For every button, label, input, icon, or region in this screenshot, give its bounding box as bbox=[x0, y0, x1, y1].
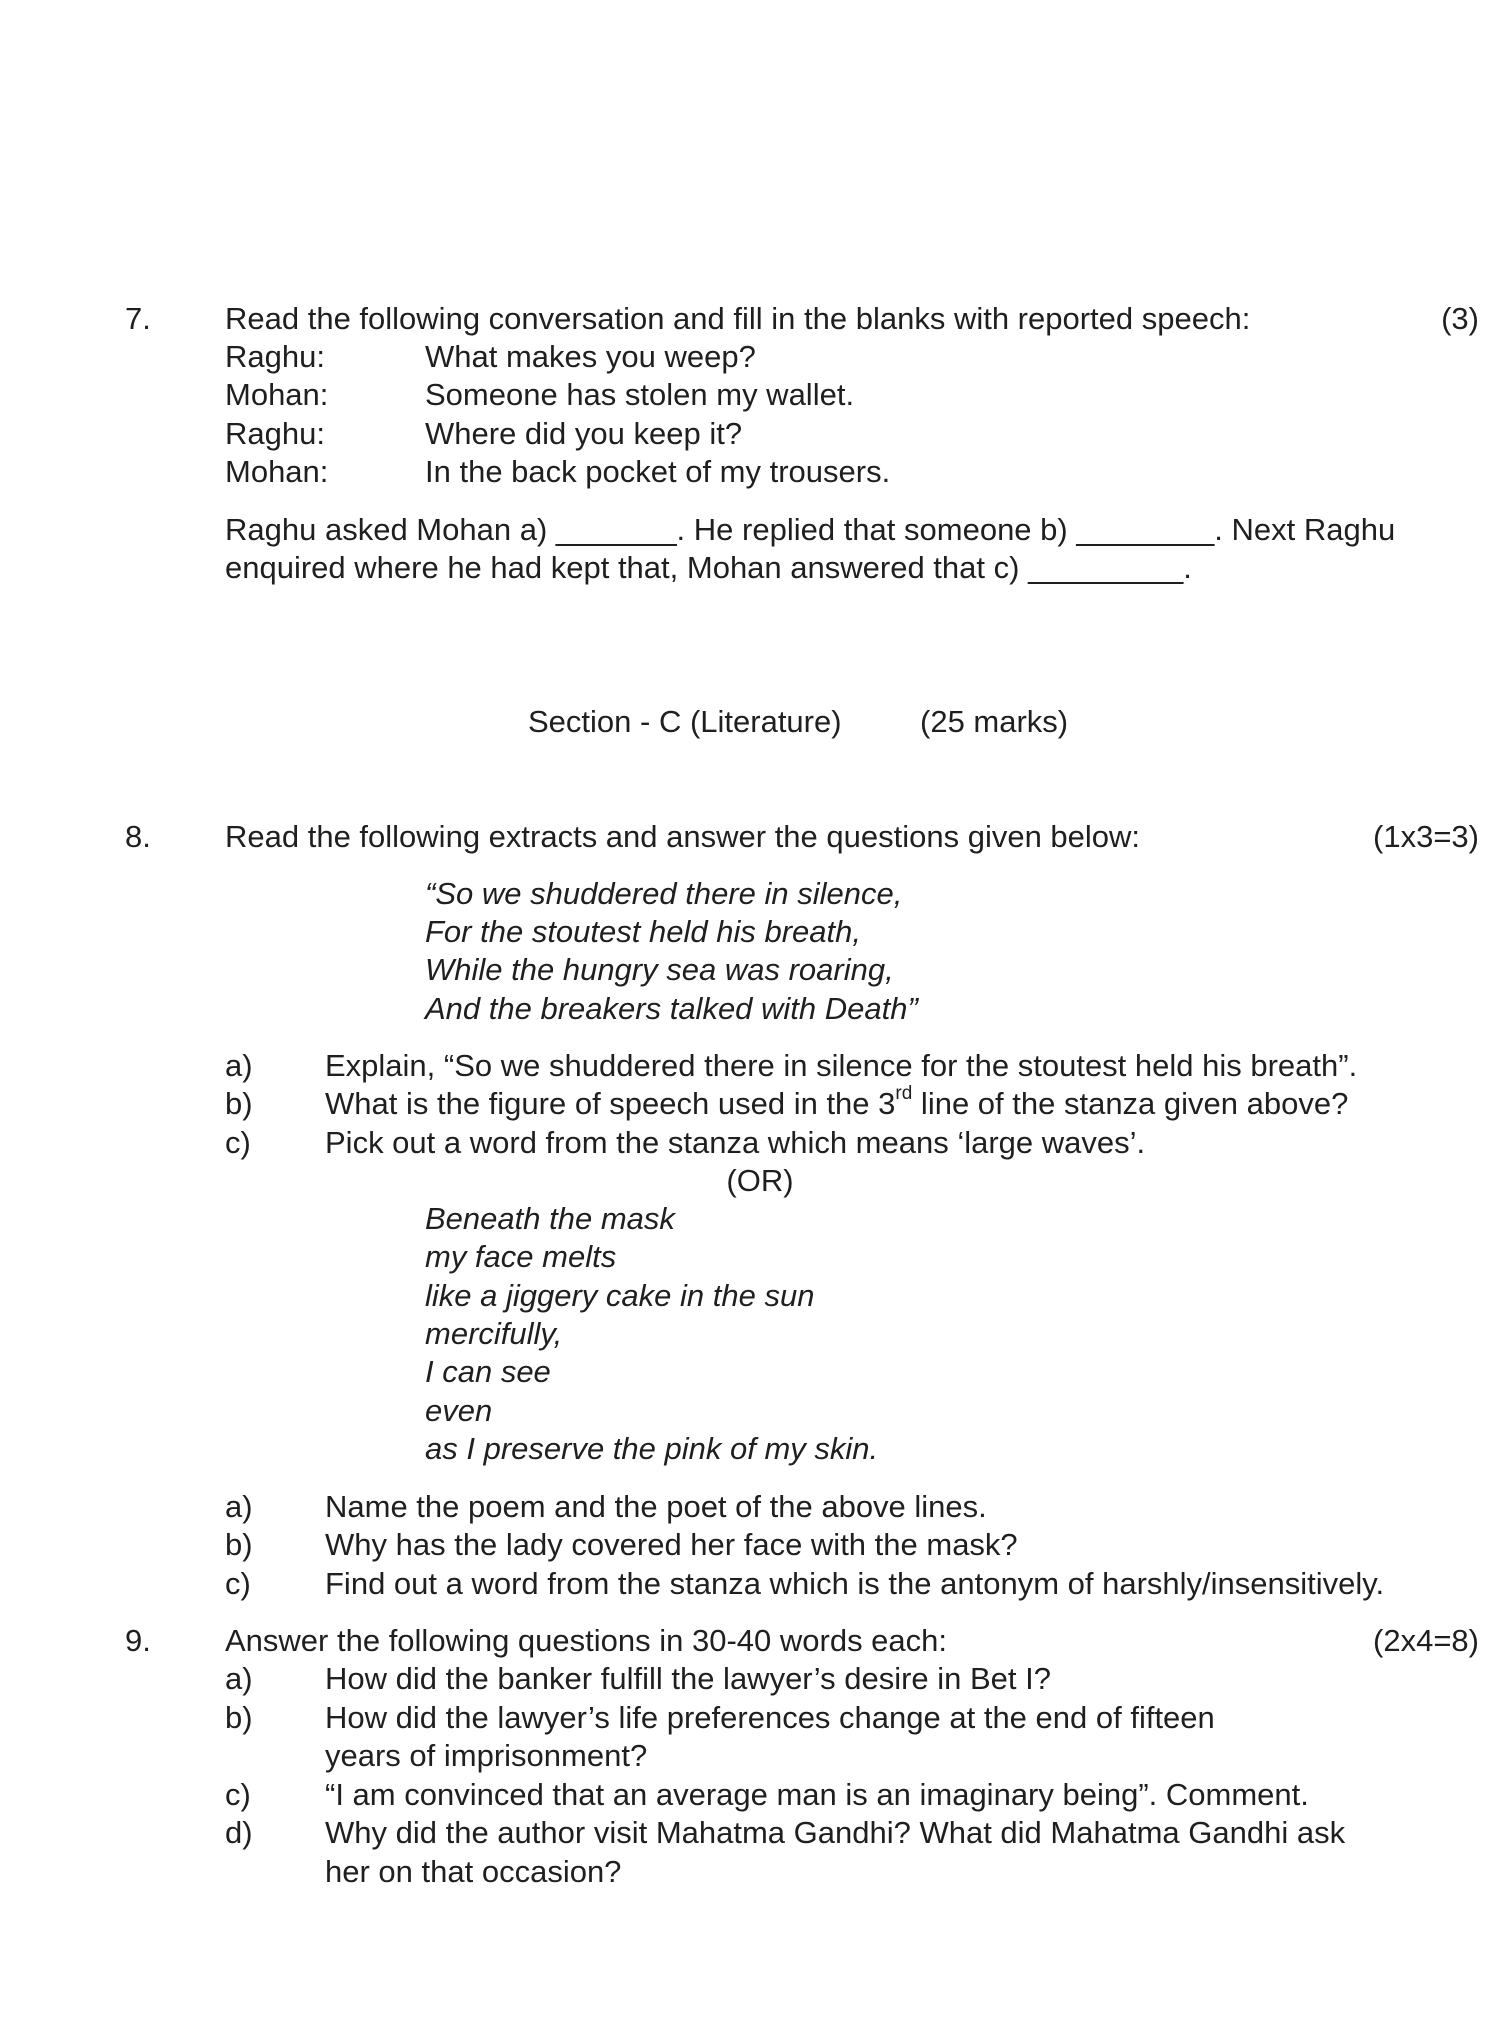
question-7-number: 7. bbox=[125, 301, 151, 336]
sub-question-text: Name the poem and the poet of the above lines. bbox=[325, 1489, 987, 1524]
extract-1-line: For the stoutest held his breath, bbox=[425, 914, 861, 949]
sub-question-text: Find out a word from the stanza which is the antonym of harshly/insensitively. bbox=[325, 1566, 1385, 1601]
sub-question-label: c) bbox=[225, 1777, 251, 1812]
question-8-number: 8. bbox=[125, 819, 151, 854]
sub-question-text: Why did the author visit Mahatma Gandhi? What did Mahatma Gandhi ask bbox=[325, 1815, 1346, 1850]
question-9-prompt: Answer the following questions in 30-40 words each: bbox=[225, 1623, 948, 1658]
section-c-marks: (25 marks) bbox=[920, 704, 1069, 739]
section-c-title: Section - C (Literature) bbox=[528, 704, 842, 739]
sub-question-label: a) bbox=[225, 1489, 253, 1524]
dialogue-line: What makes you weep? bbox=[425, 339, 756, 374]
sub-question-label: b) bbox=[225, 1700, 253, 1735]
dialogue-speaker: Mohan: bbox=[225, 454, 329, 489]
sub-question-label: c) bbox=[225, 1125, 251, 1160]
extract-2-line: mercifully, bbox=[425, 1316, 563, 1351]
sub-question-text: How did the lawyer’s life preferences change at the end of fifteen bbox=[325, 1700, 1215, 1735]
extract-2-line: as I preserve the pink of my skin. bbox=[425, 1431, 879, 1466]
question-9-marks: (2x4=8) bbox=[1373, 1623, 1479, 1658]
question-8-marks: (1x3=3) bbox=[1373, 819, 1479, 854]
extract-2-line: I can see bbox=[425, 1354, 551, 1389]
extract-2-line: like a jiggery cake in the sun bbox=[425, 1278, 815, 1313]
sub-question-text: Pick out a word from the stanza which means ‘large waves’. bbox=[325, 1125, 1146, 1160]
sub-question-label: c) bbox=[225, 1566, 251, 1601]
sub-question-text-continued: years of imprisonment? bbox=[325, 1738, 648, 1773]
sub-question-text: How did the banker fulfill the lawyer’s desire in Bet I? bbox=[325, 1661, 1052, 1696]
extract-1-line: While the hungry sea was roaring, bbox=[425, 952, 894, 987]
dialogue-line: In the back pocket of my trousers. bbox=[425, 454, 891, 489]
sub-question-label: d) bbox=[225, 1815, 253, 1850]
dialogue-speaker: Mohan: bbox=[225, 377, 329, 412]
sub-question-text: What is the figure of speech used in the 3rd line of the stanza given above? bbox=[325, 1082, 1349, 1121]
sub-question-text: “I am convinced that an average man is an imaginary being”. Comment. bbox=[325, 1777, 1309, 1812]
extract-2-line: Beneath the mask bbox=[425, 1201, 675, 1236]
sub-question-label: a) bbox=[225, 1661, 253, 1696]
dialogue-speaker: Raghu: bbox=[225, 416, 325, 451]
sub-question-text: Explain, “So we shuddered there in silence for the stoutest held his breath”. bbox=[325, 1048, 1358, 1083]
extract-2-line: my face melts bbox=[425, 1239, 617, 1274]
question-7-marks: (3) bbox=[1441, 301, 1479, 336]
dialogue-speaker: Raghu: bbox=[225, 339, 325, 374]
question-9-number: 9. bbox=[125, 1623, 151, 1658]
sub-question-label: b) bbox=[225, 1527, 253, 1562]
dialogue-line: Someone has stolen my wallet. bbox=[425, 377, 855, 412]
question-8-prompt: Read the following extracts and answer the questions given below: bbox=[225, 819, 1141, 854]
extract-1-line: “So we shuddered there in silence, bbox=[425, 876, 903, 911]
sub-question-text: Why has the lady covered her face with the mask? bbox=[325, 1527, 1018, 1562]
extract-2-line: even bbox=[425, 1393, 493, 1428]
question-7-prompt: Read the following conversation and fill in the blanks with reported speech: bbox=[225, 301, 1251, 336]
sub-question-label: b) bbox=[225, 1086, 253, 1121]
or-separator: (OR) bbox=[726, 1163, 794, 1198]
question-7-passage-line: enquired where he had kept that, Mohan answered that c) _________. bbox=[225, 550, 1192, 585]
question-7-passage-line: Raghu asked Mohan a) _______. He replied that someone b) ________. Next Raghu bbox=[225, 512, 1396, 547]
sub-question-label: a) bbox=[225, 1048, 253, 1083]
dialogue-line: Where did you keep it? bbox=[425, 416, 743, 451]
sub-question-text-continued: her on that occasion? bbox=[325, 1854, 622, 1889]
extract-1-line: And the breakers talked with Death” bbox=[425, 991, 918, 1026]
